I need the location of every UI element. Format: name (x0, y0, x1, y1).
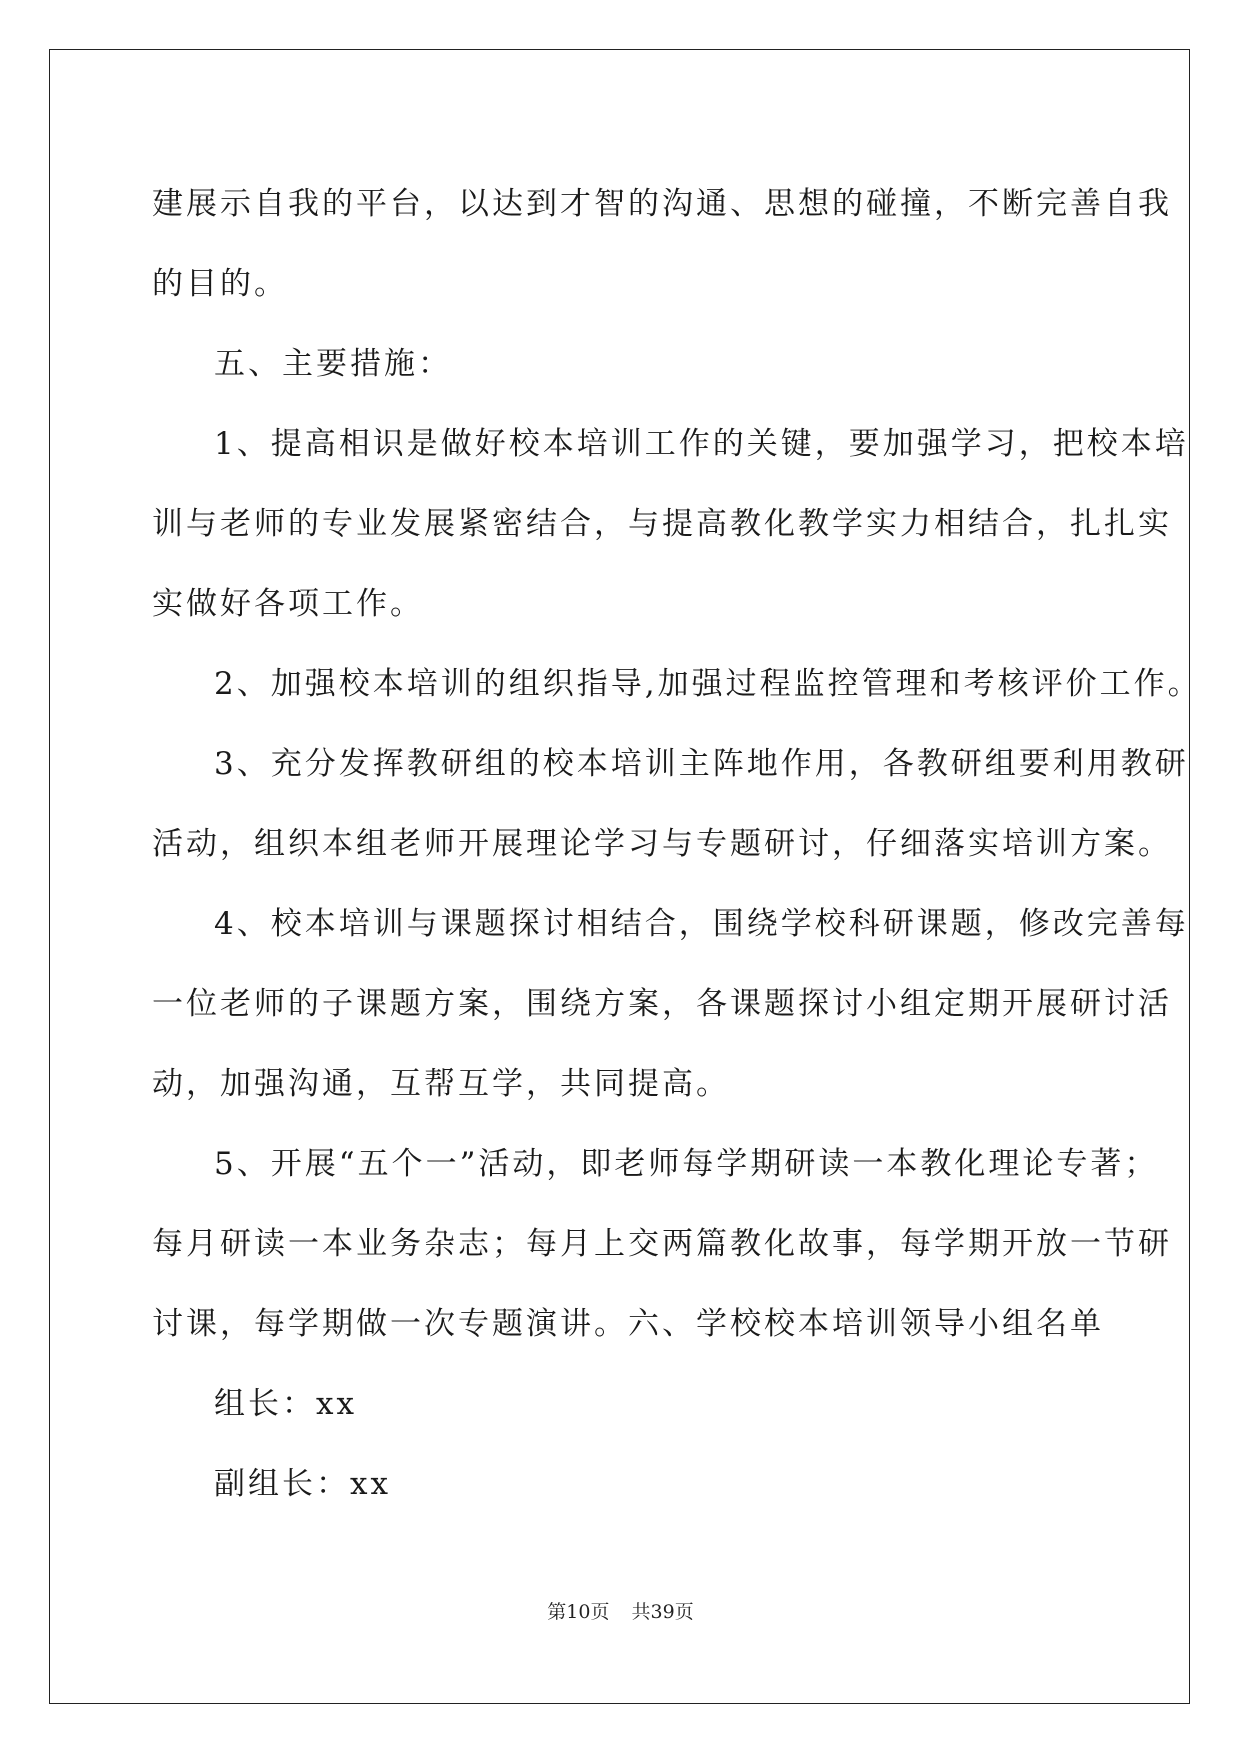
text-line: 一位老师的子课题方案，围绕方案，各课题探讨小组定期开展研讨活 (152, 986, 1172, 1022)
page-total: 共39页 (631, 1601, 694, 1623)
text-line: 建展示自我的平台，以达到才智的沟通、思想的碰撞，不断完善自我 (152, 186, 1172, 222)
text-line: 1、提高相识是做好校本培训工作的关键，要加强学习，把校本培 (214, 426, 1189, 462)
text-line: 动，加强沟通，互帮互学，共同提高。 (152, 1066, 730, 1102)
text-line: 活动，组织本组老师开展理论学习与专题研讨，仔细落实培训方案。 (152, 826, 1172, 862)
text-line: 3、充分发挥教研组的校本培训主阵地作用，各教研组要利用教研 (214, 746, 1189, 782)
text-line: 训与老师的专业发展紧密结合，与提高教化教学实力相结合，扎扎实 (152, 506, 1172, 542)
text-line: 2、加强校本培训的组织指导,加强过程监控管理和考核评价工作。 (214, 666, 1202, 702)
section-heading: 五、主要措施： (214, 346, 452, 382)
deputy-leader-line: 副组长：xx (214, 1466, 391, 1502)
document-body (152, 164, 1202, 1524)
text-line: 的目的。 (152, 266, 288, 302)
text-line: 4、校本培训与课题探讨相结合，围绕学校科研课题，修改完善每 (214, 906, 1189, 942)
text-line: 实做好各项工作。 (152, 586, 424, 622)
page-footer (0, 1597, 1241, 1624)
page-number: 第10页 (547, 1601, 610, 1623)
leader-line: 组长：xx (214, 1386, 357, 1422)
text-line: 每月研读一本业务杂志；每月上交两篇教化故事，每学期开放一节研 (152, 1226, 1172, 1262)
text-line: 讨课，每学期做一次专题演讲。六、学校校本培训领导小组名单 (152, 1306, 1104, 1342)
text-line: 5、开展“五个一”活动，即老师每学期研读一本教化理论专著； (214, 1146, 1159, 1182)
